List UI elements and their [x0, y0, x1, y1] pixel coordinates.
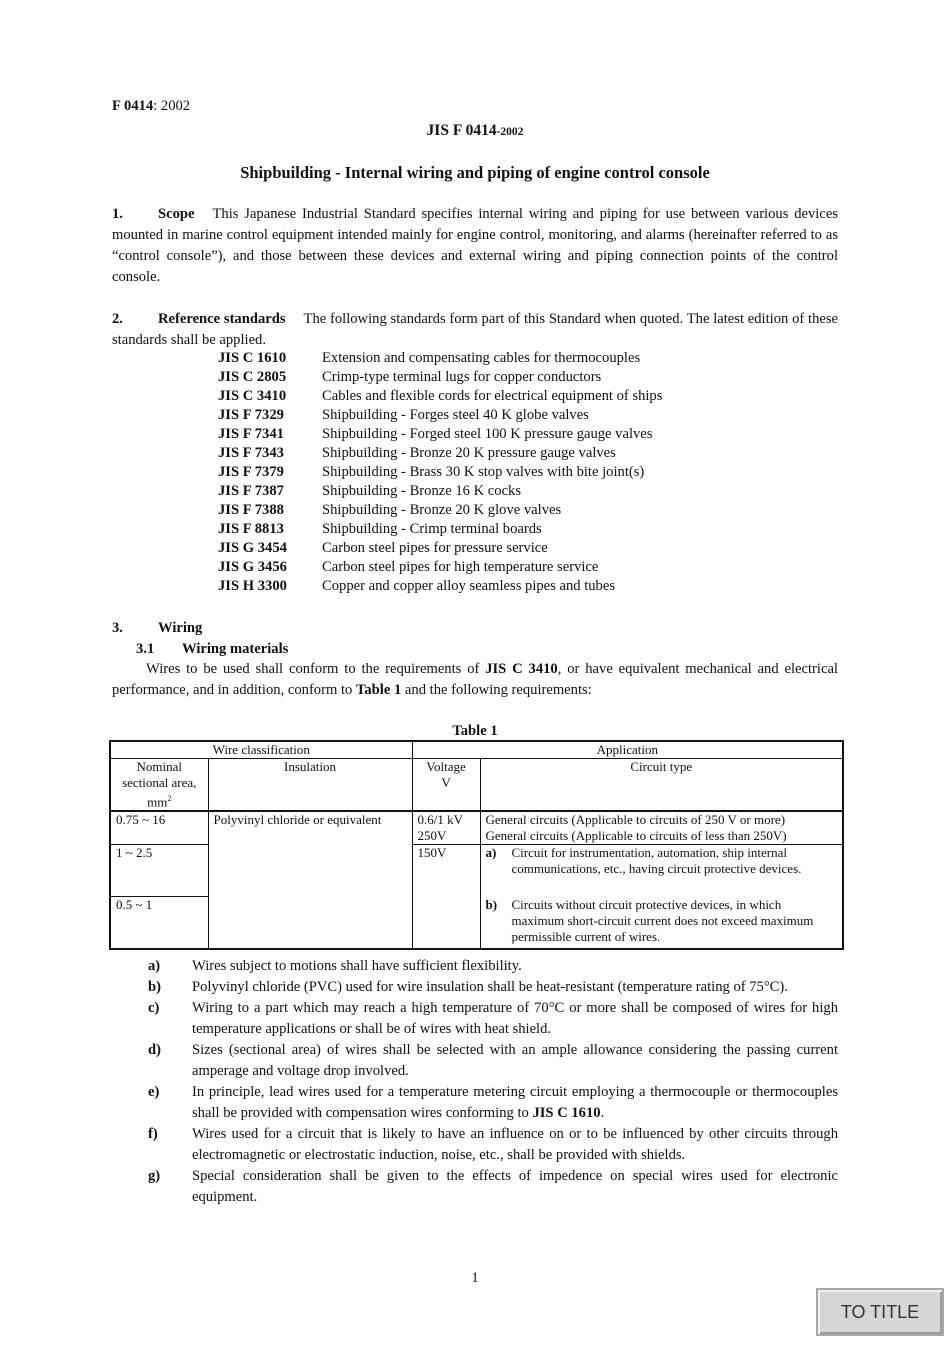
reference-item: JIS C 2805 Crimp-type terminal lugs for copper conductors: [218, 369, 602, 385]
section-3-heading: 3. Wiring: [112, 620, 203, 636]
column-header: Insulation: [208, 759, 412, 812]
table-cell: b) Circuits without circuit protective devices, in which maximum short-circuit current does not exceed maximum permissible current of wires.: [480, 897, 843, 949]
reference-item: JIS C 1610 Extension and compensating cables for thermocouples: [218, 350, 641, 366]
section-heading: Scope: [158, 206, 195, 222]
table-group-header-row: [110, 741, 843, 759]
reference-item: JIS F 7379 Shipbuilding - Brass 30 K stop valves with bite joint(s): [218, 464, 645, 480]
table-cell: General circuits (Applicable to circuits of 250 V or more) General circuits (Applicable to circuits of less than 250V): [480, 811, 843, 845]
list-item: a) Wires subject to motions shall have sufficient flexibility.: [148, 958, 522, 974]
table-cell: 0.75 ~ 16: [110, 811, 208, 845]
reference-item: JIS F 7387 Shipbuilding - Bronze 16 K cocks: [218, 483, 522, 499]
section-3-1-heading: 3.1 Wiring materials: [136, 641, 289, 657]
section-text: This Japanese Industrial Standard specifies internal wiring and piping for use between various devices mounted in marine control equipment intended mainly for engine control, monitoring, and alarms (hereinafter referred to as “control console”), and those between these devices and external wiring and piping connection points of the control console.: [112, 206, 838, 285]
section-text: The following standards form part of this Standard when quoted. The latest edition of these standards shall be applied.: [112, 311, 838, 348]
table-cell: a) Circuit for instrumentation, automation, ship internal communications, etc., having circuit protective devices.: [480, 845, 843, 897]
reference-item: JIS C 3410 Cables and flexible cords for electrical equipment of ships: [218, 388, 663, 404]
section-number: 1.: [112, 206, 123, 222]
section-1-scope: [112, 204, 838, 288]
document-code: F 0414: 2002: [112, 98, 191, 114]
reference-item: JIS G 3454 Carbon steel pipes for pressure service: [218, 540, 548, 556]
to-title-button[interactable]: TO TITLE: [816, 1288, 944, 1336]
section-3-1-text: Wires to be used shall conform to the requirements of JIS C 3410, or have equivalent mechanical and electrical performance, and in addition, conform to Table 1 and the following requirements:: [112, 661, 838, 698]
reference-list: [218, 349, 662, 596]
table-header-row: [110, 759, 843, 812]
list-item: g) Special consideration shall be given to the effects of impedence on special wires used for electronic equipment.: [148, 1168, 838, 1205]
wiring-materials-table: [109, 740, 844, 950]
list-item: c) Wiring to a part which may reach a high temperature of 70°C or more shall be composed of wires for high temperature applications or shall be of wires with heat shield.: [148, 1000, 838, 1037]
table-cell: 150V: [412, 845, 480, 949]
section-heading: Reference standards: [158, 311, 286, 327]
section-2-reference-standards: [112, 309, 838, 351]
column-header: Nominal sectional area, $mm^2$: [110, 759, 208, 812]
document-title: JIS F 0414-2002: [426, 122, 524, 139]
table-cell: 1 ~ 2.5: [110, 845, 208, 897]
column-header: Circuit type: [480, 759, 843, 812]
reference-item: JIS H 3300 Copper and copper alloy seamless pipes and tubes: [218, 578, 616, 594]
page-number: 1: [471, 1270, 479, 1286]
table-caption: Table 1: [452, 723, 498, 739]
column-header: Voltage V: [412, 759, 480, 812]
table-cell: Polyvinyl chloride or equivalent: [208, 811, 412, 949]
reference-item: JIS F 8813 Shipbuilding - Crimp terminal boards: [218, 521, 542, 537]
reference-item: JIS F 7329 Shipbuilding - Forges steel 40 K globe valves: [218, 407, 589, 423]
reference-item: JIS F 7388 Shipbuilding - Bronze 20 K glove valves: [218, 502, 562, 518]
requirements-list: [112, 956, 838, 1208]
reference-item: JIS G 3456 Carbon steel pipes for high temperature service: [218, 559, 599, 575]
reference-item: JIS F 7343 Shipbuilding - Bronze 20 K pressure gauge valves: [218, 445, 616, 461]
table-cell: 0.5 ~ 1: [110, 897, 208, 949]
list-item: e) In principle, lead wires used for a temperature metering circuit employing a thermocouple or thermocouples shall be provided with compensation wires conforming to JIS C 1610.: [148, 1084, 838, 1121]
table-row: [110, 811, 843, 845]
document-subtitle: Shipbuilding - Internal wiring and piping of engine control console: [240, 163, 710, 182]
list-item: f) Wires used for a circuit that is likely to have an influence on or to be influenced by other circuits through electromagnetic or electrostatic induction, noise, etc., shall be provided with shields.: [148, 1126, 838, 1163]
group-header: Wire classification: [110, 741, 412, 759]
table-cell: 0.6/1 kV 250V: [412, 811, 480, 845]
reference-item: JIS F 7341 Shipbuilding - Forged steel 100 K pressure gauge valves: [218, 426, 653, 442]
group-header: Application: [412, 741, 843, 759]
list-item: b) Polyvinyl chloride (PVC) used for wire insulation shall be heat-resistant (temperature rating of 75°C).: [148, 979, 788, 995]
section-number: 2.: [112, 311, 123, 327]
list-item: d) Sizes (sectional area) of wires shall be selected with an ample allowance considering the passing current amperage and voltage drop involved.: [148, 1042, 838, 1079]
